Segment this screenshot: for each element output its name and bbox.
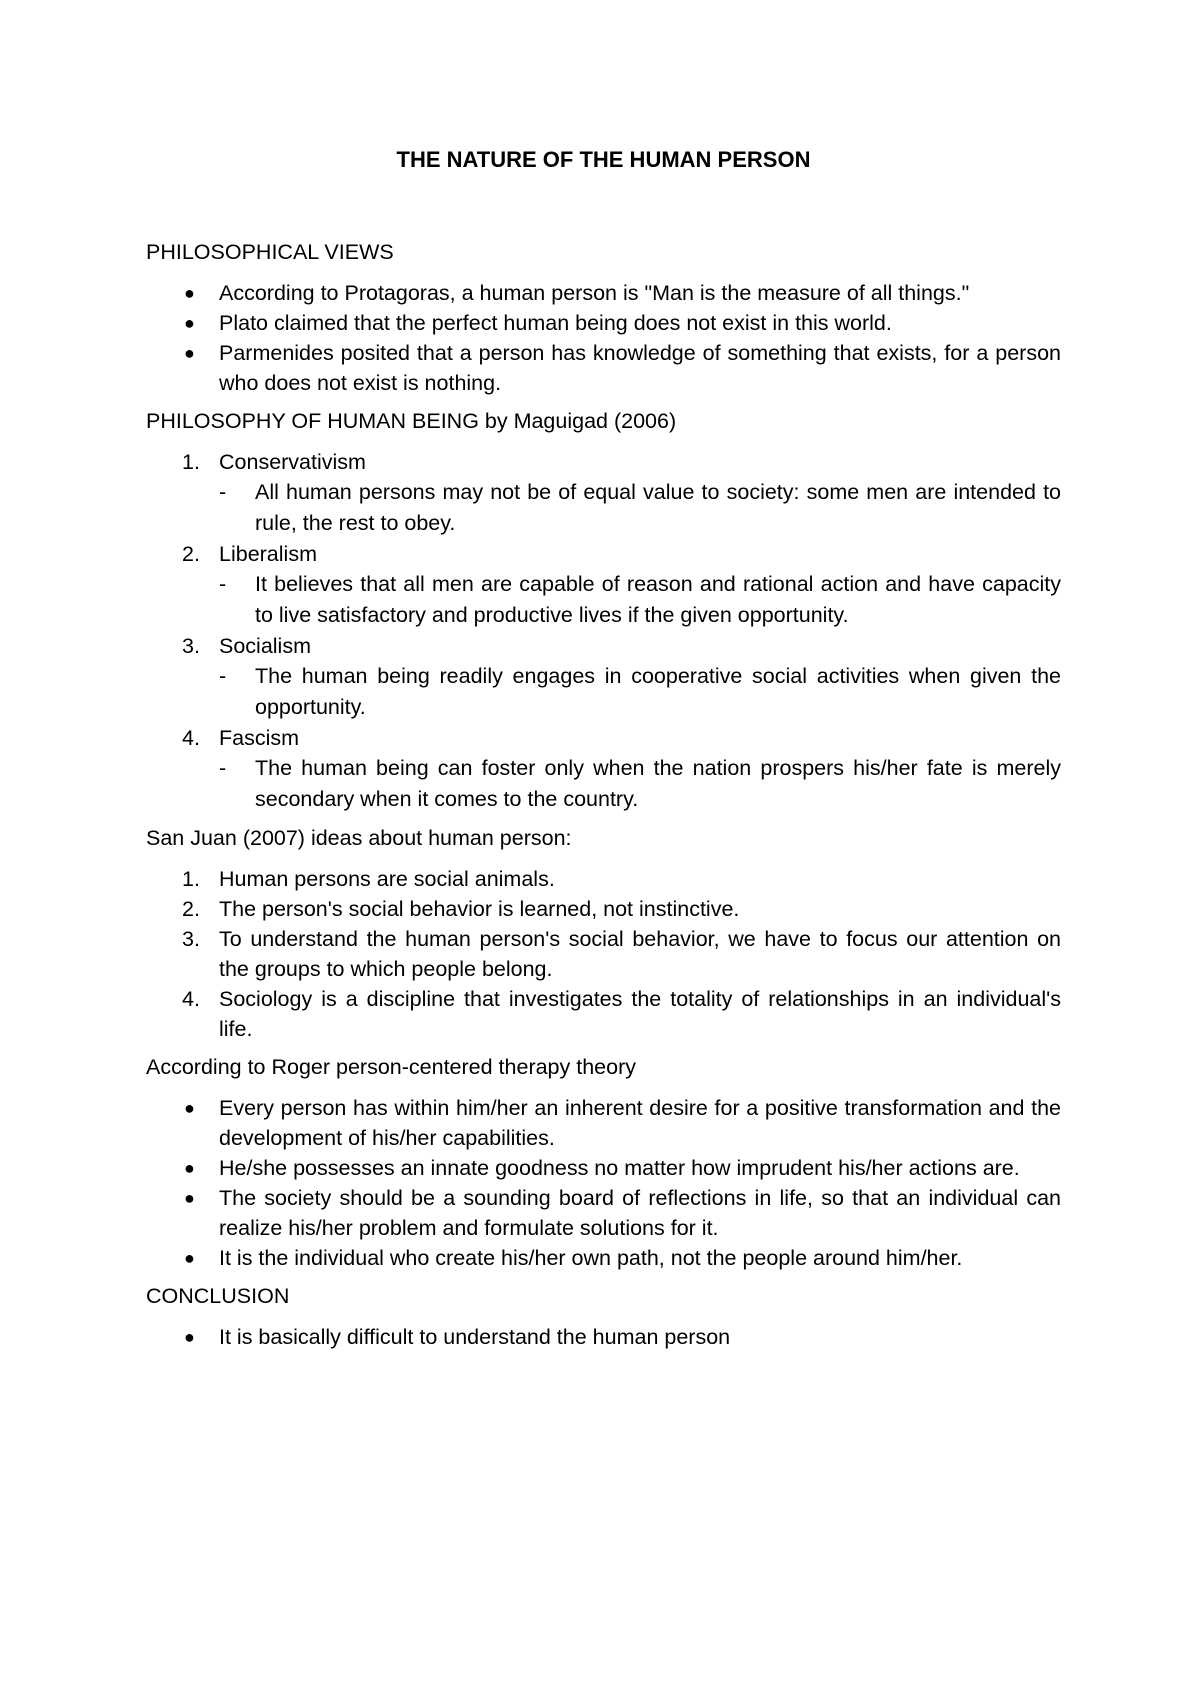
- section-heading-san-juan: San Juan (2007) ideas about human person:: [146, 826, 572, 850]
- bullet-marker: ●: [184, 313, 195, 333]
- list-number: 3.: [182, 634, 200, 658]
- document-title: THE NATURE OF THE HUMAN PERSON: [396, 147, 811, 172]
- list-item: ● Plato claimed that the perfect human being does not exist in this world.: [146, 308, 1061, 338]
- list-item: ● He/she possesses an innate goodness no matter how imprudent his/her actions are.: [146, 1153, 1061, 1183]
- dash-marker: -: [219, 664, 227, 688]
- dash-marker: -: [219, 480, 227, 504]
- list-item-label: Conservativism: [219, 450, 366, 474]
- san-juan-list: [146, 864, 1061, 1044]
- list-item: [146, 447, 1061, 539]
- list-item: [146, 723, 1061, 815]
- list-item: 4. Sociology is a discipline that investigates the totality of relationships in an individual's life.: [146, 984, 1061, 1044]
- section-heading-philosophy-of-human-being: PHILOSOPHY OF HUMAN BEING by Maguigad (2006): [146, 409, 677, 433]
- conclusion-list: [146, 1322, 1061, 1352]
- list-item-label: Socialism: [219, 634, 311, 658]
- list-number: 1.: [182, 450, 200, 474]
- list-item: ● Parmenides posited that a person has knowledge of something that exists, for a person who does not exist is nothing.: [146, 338, 1061, 398]
- bullet-marker: ●: [184, 343, 195, 363]
- list-number: 4.: [182, 726, 200, 750]
- list-item: ● According to Protagoras, a human person is "Man is the measure of all things.": [146, 278, 1061, 308]
- sub-item: - The human being can foster only when the nation prospers his/her fate is merely secondary when it comes to the country.: [219, 753, 1061, 815]
- list-item: ● Every person has within him/her an inherent desire for a positive transformation and the development of his/her capabilities.: [146, 1093, 1061, 1153]
- list-number: 4.: [182, 987, 200, 1011]
- dash-marker: -: [219, 756, 227, 780]
- section-heading-conclusion: CONCLUSION: [146, 1284, 290, 1308]
- list-item: [146, 631, 1061, 723]
- bullet-marker: ●: [184, 283, 195, 303]
- list-item: 1. Human persons are social animals.: [146, 864, 1061, 894]
- dash-marker: -: [219, 572, 227, 596]
- philosophy-of-human-being-list: [146, 447, 1061, 815]
- list-item: ● It is basically difficult to understand the human person: [146, 1322, 1061, 1352]
- sub-item: - It believes that all men are capable of reason and rational action and have capacity to live satisfactory and productive lives if the given opportunity.: [219, 569, 1061, 631]
- list-item: 2. The person's social behavior is learned, not instinctive.: [146, 894, 1061, 924]
- list-number: 2.: [182, 542, 200, 566]
- list-item: ● It is the individual who create his/her own path, not the people around him/her.: [146, 1243, 1061, 1273]
- section-heading-philosophical-views: PHILOSOPHICAL VIEWS: [146, 240, 394, 264]
- bullet-marker: ●: [184, 1248, 195, 1268]
- bullet-marker: ●: [184, 1188, 195, 1208]
- list-item: 3. To understand the human person's social behavior, we have to focus our attention on the groups to which people belong.: [146, 924, 1061, 984]
- sub-item: - The human being readily engages in cooperative social activities when given the opportunity.: [219, 661, 1061, 723]
- list-item-label: Liberalism: [219, 542, 317, 566]
- list-item: ● The society should be a sounding board of reflections in life, so that an individual can realize his/her problem and formulate solutions for it.: [146, 1183, 1061, 1243]
- bullet-marker: ●: [184, 1327, 195, 1347]
- list-item-label: Fascism: [219, 726, 300, 750]
- document-content: [146, 145, 1061, 1352]
- roger-list: [146, 1093, 1061, 1273]
- list-number: 3.: [182, 927, 200, 951]
- bullet-marker: ●: [184, 1158, 195, 1178]
- list-item: [146, 539, 1061, 631]
- sub-item: - All human persons may not be of equal value to society: some men are intended to rule, the rest to obey.: [219, 477, 1061, 539]
- list-number: 2.: [182, 897, 200, 921]
- philosophical-views-list: [146, 278, 1061, 398]
- section-heading-roger: According to Roger person-centered therapy theory: [146, 1055, 636, 1079]
- list-number: 1.: [182, 867, 200, 891]
- bullet-marker: ●: [184, 1098, 195, 1118]
